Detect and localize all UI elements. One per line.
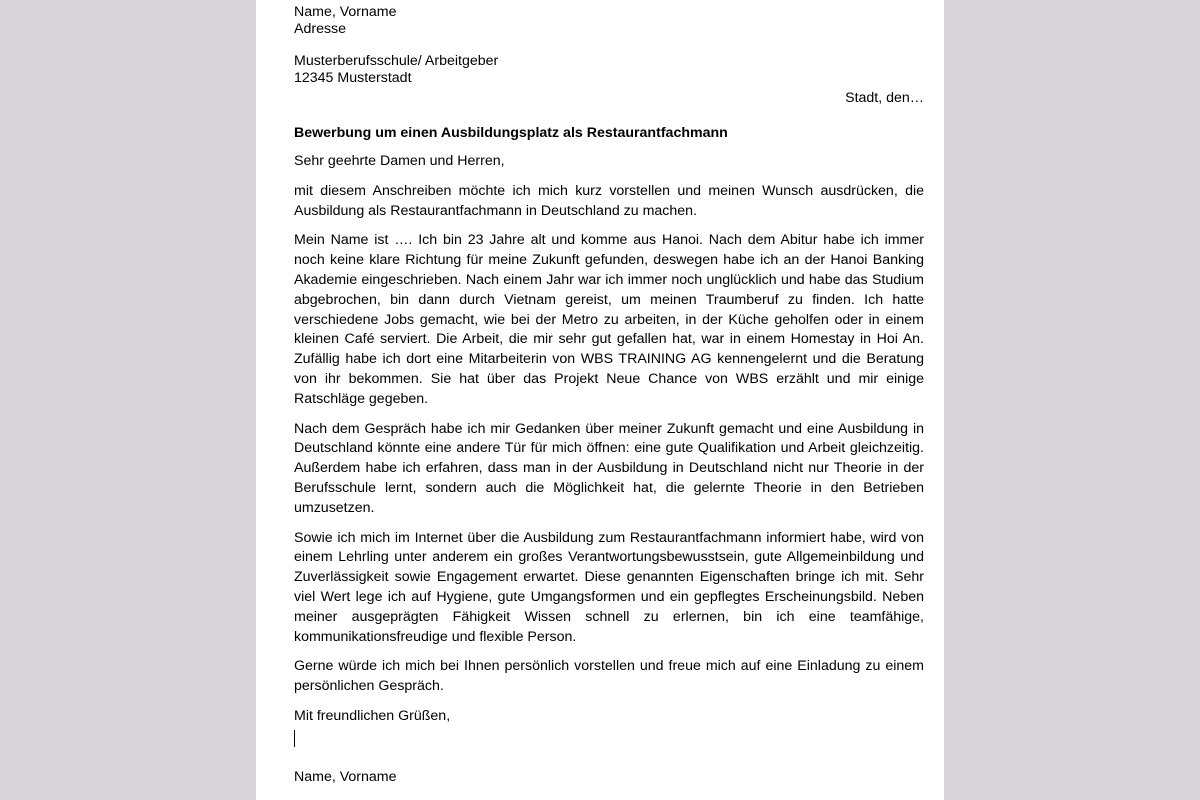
paragraph-motivation: Nach dem Gespräch habe ich mir Gedanken über meiner Zukunft gemacht und eine Ausbildung in Deutschland könnte eine andere Tür für mich öffnen: eine gute Qualifikation und Arbeit gleichzeitig. Außerdem habe ich erfahren, dass man in der Ausbildung in Deutschland nicht nur Theorie in der Berufsschule lernt, sondern auch die Möglichkeit hat, die gelernte Theorie in den Betrieben umzusetzen. xyxy=(294,420,924,516)
paragraph-qualities: Sowie ich mich im Internet über die Ausbildung zum Restaurantfachmann informiert habe, wird von einem Lehrling unter anderem ein großes Verantwortungsbewusstsein, gute Allgemeinbildung und Zuverlässigkeit sowie Engagement erwartet. Diese genannten Eigenschaften bringe ich mit. Sehr viel Wert lege ich auf Hygiene, gute Umgangsformen und ein gepflegtes Erscheinungsbild. Neben meiner ausgeprägten Fähigkeit Wissen schnell zu erlernen, bin ich eine teamfähige, kommunikationsfreudige und flexible Person. xyxy=(294,529,924,645)
paragraph-background: Mein Name ist …. Ich bin 23 Jahre alt und komme aus Hanoi. Nach dem Abitur habe ich immer noch keine klare Richtung für meine Zukunft gefunden, deswegen habe ich an der Hanoi Banking Akademie eingeschrieben. Nach einem Jahr war ich immer noch unglücklich und habe das Studium abgebrochen, bin dann durch Vietnam gereist, um meinen Traumberuf zu finden. Ich hatte verschiedene Jobs gemacht, wie bei der Metro zu arbeiten, in der Küche geholfen oder in einem kleinen Café serviert. Die Arbeit, die mir sehr gut gefallen hat, war in einem Homestay in Hoi An. Zufällig habe ich dort eine Mitarbeiterin von WBS TRAINING AG kennengelernt und die Beratung von ihr bekommen. Sie hat über das Projekt Neue Chance von WBS erzählt und mir einige Ratschläge gegeben. xyxy=(294,232,924,407)
salutation: Sehr geehrte Damen und Herren, xyxy=(294,153,505,169)
letter-body[interactable] xyxy=(294,4,924,786)
paragraph-closing: Gerne würde ich mich bei Ihnen persönlich vorstellen und freue mich auf eine Einladung zu einem persönlichen Gespräch. xyxy=(294,658,924,695)
text-cursor xyxy=(294,730,295,747)
sender-name: Name, Vorname xyxy=(294,4,397,20)
sender-address: Adresse xyxy=(294,21,347,37)
letter-subject: Bewerbung um einen Ausbildungsplatz als Restaurantfachmann xyxy=(294,125,728,141)
recipient-line-1: Musterberufsschule/ Arbeitgeber xyxy=(294,53,499,69)
paragraph-intro: mit diesem Anschreiben möchte ich mich kurz vorstellen und meinen Wunsch ausdrücken, die Ausbildung als Restaurantfachmann in Deutschland zu machen. xyxy=(294,182,924,219)
letter-date: Stadt, den… xyxy=(845,90,924,106)
document-page xyxy=(256,0,944,800)
signature-name: Name, Vorname xyxy=(294,768,397,785)
recipient-line-2: 12345 Musterstadt xyxy=(294,70,412,86)
closing-greeting: Mit freundlichen Grüßen, xyxy=(294,707,451,724)
